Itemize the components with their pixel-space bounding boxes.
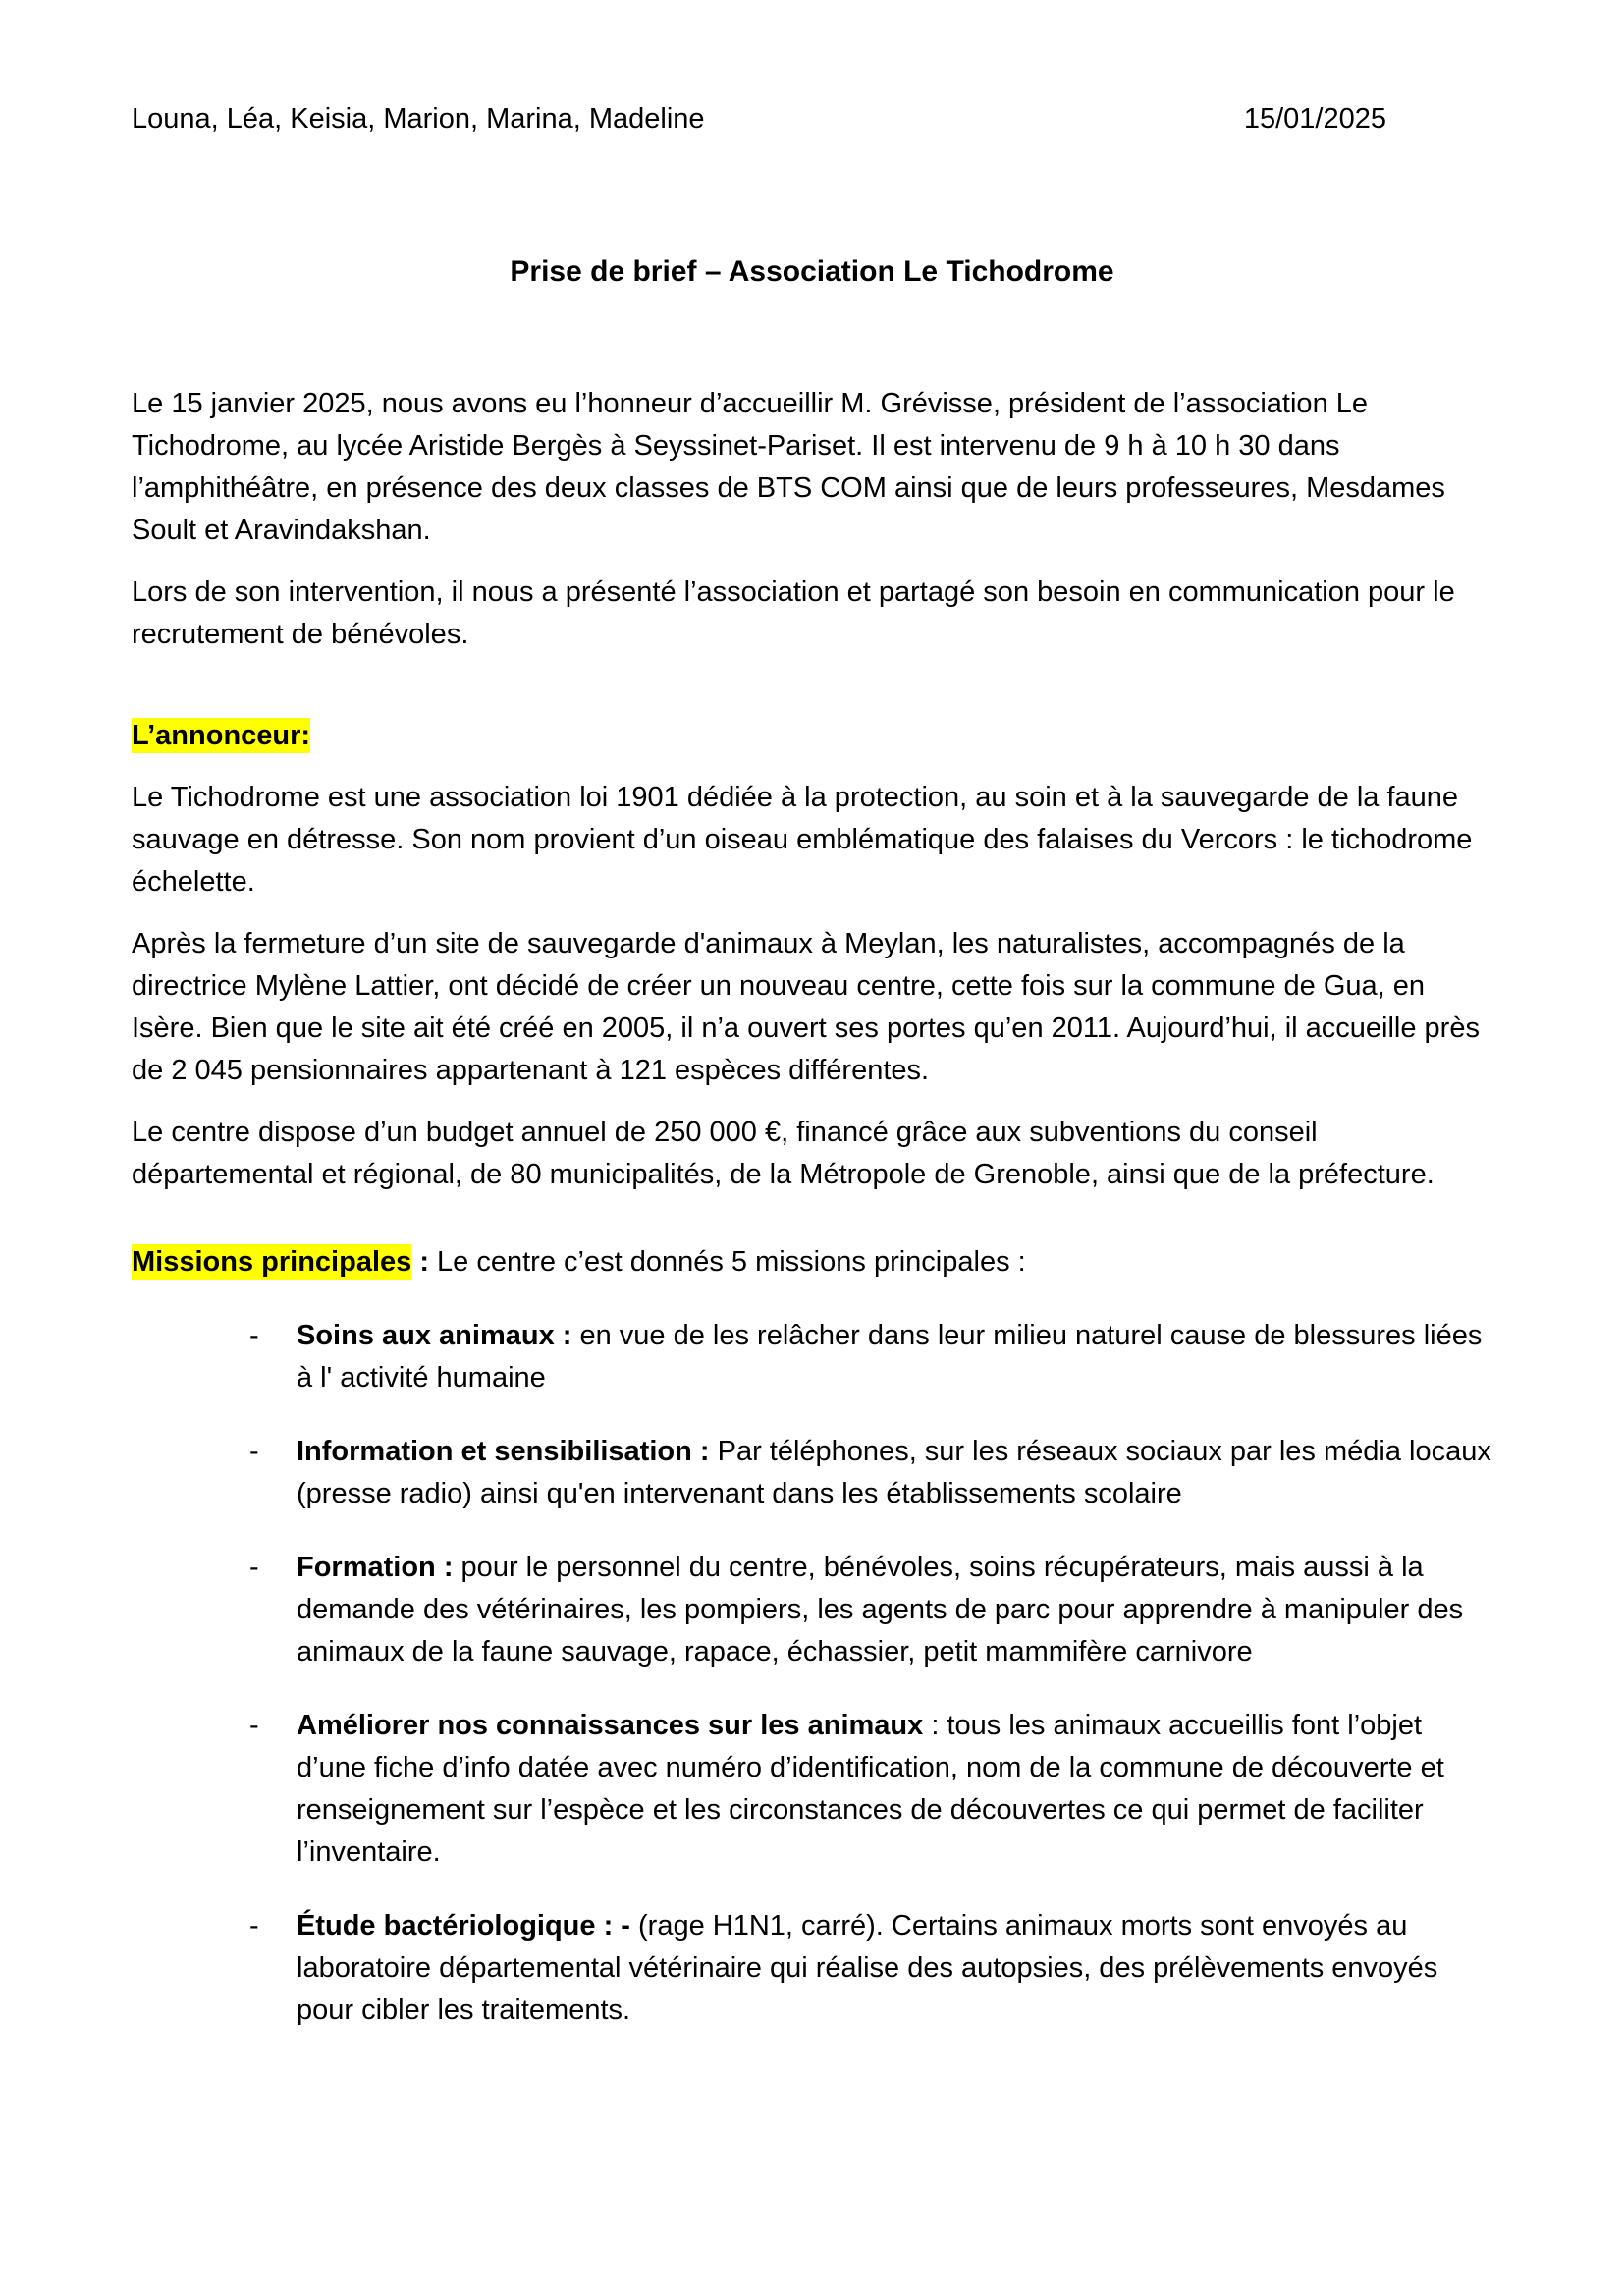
mission-item-text: pour le personnel du centre, bénévoles, soins récupérateurs, mais aussi à la demande des vétérinaires, les pompiers, les agents de parc pour apprendre à manipuler des animaux de la faune sauvage, rapace, échassier, petit mammifère carnivore [297,1552,1464,1667]
mission-item-text: (rage H1N1, carré). Certains animaux morts sont envoyés au laboratoire départemental vétérinaire qui réalise des autopsies, des prélèvements envoyés pour cibler les traitements. [297,1910,1438,2026]
mission-item-text: : tous les animaux accueillis font l’objet d’une fiche d’info datée avec numéro d’identification, nom de la commune de découverte et renseignement sur l’espèce et les circonstances de découvertes ce qui permet de faciliter l’inventaire. [297,1710,1444,1868]
mission-item-text: en vue de les relâcher dans leur milieu naturel cause de blessures liées à l' activité humaine [297,1320,1483,1394]
missions-intro-line [132,1241,1492,1284]
mission-item-formation [249,1547,1492,1673]
mission-item-label: Formation : [297,1552,454,1583]
header-date: 15/01/2025 [1243,103,1386,135]
missions-heading-colon: : [411,1246,429,1278]
missions-heading-highlight: Missions principales [132,1246,412,1278]
document-title: Prise de brief – Association Le Tichodrome [510,255,1114,288]
mission-item-information [249,1431,1492,1515]
section-heading-annonceur [132,715,1492,757]
mission-item-text: Par téléphones, sur les réseaux sociaux par les média locaux (presse radio) ainsi qu'en intervenant dans les établissements scolaire [297,1436,1491,1509]
mission-item-etude [249,1905,1492,2032]
mission-item-label: Étude bactériologique : - [297,1910,630,1941]
page-header [132,98,1492,140]
header-authors: Louna, Léa, Keisia, Marion, Marina, Madeline [132,103,705,135]
annonceur-paragraph-2: Après la fermeture d’un site de sauvegarde d'animaux à Meylan, les naturalistes, accompagnés de la directrice Mylène Lattier, ont décidé de créer un nouveau centre, cette fois sur la commune de Gua, en Isère. Bien que le site ait été créé en 2005, il n’a ouvert ses portes qu’en 2011. Aujourd’hui, il accueille près de 2 045 pensionnaires appartenant à 121 espèces différentes. [132,928,1480,1086]
mission-item-label: Améliorer nos connaissances sur les animaux [297,1710,924,1741]
mission-item-label: Information et sensibilisation : [297,1436,710,1467]
missions-intro-text: Le centre c’est donnés 5 missions principales : [428,1246,1026,1278]
intro-paragraph-1: Le 15 janvier 2025, nous avons eu l’honneur d’accueillir M. Grévisse, président de l’association Le Tichodrome, au lycée Aristide Bergès à Seyssinet-Pariset. Il est intervenu de 9 h à 10 h 30 dans l’amphithéâtre, en présence des deux classes de BTS COM ainsi que de leurs professeures, Mesdames Soult et Aravindakshan. [132,388,1445,546]
intro-paragraph-2: Lors de son intervention, il nous a présenté l’association et partagé son besoin en communication pour le recrutement de bénévoles. [132,576,1455,650]
mission-item-label: Soins aux animaux : [297,1320,572,1351]
missions-list [249,1315,1492,2032]
annonceur-paragraph-3: Le centre dispose d’un budget annuel de 250 000 €, financé grâce aux subventions du conseil départemental et régional, de 80 municipalités, de la Métropole de Grenoble, ainsi que de la préfecture. [132,1117,1435,1190]
annonceur-heading-highlight: L’annonceur: [132,720,311,751]
mission-item-connaissances [249,1705,1492,1874]
mission-item-soins [249,1315,1492,1399]
annonceur-paragraph-1: Le Tichodrome est une association loi 1901 dédiée à la protection, au soin et à la sauvegarde de la faune sauvage en détresse. Son nom provient d’un oiseau emblématique des falaises du Vercors : le tichodrome échelette. [132,782,1473,898]
